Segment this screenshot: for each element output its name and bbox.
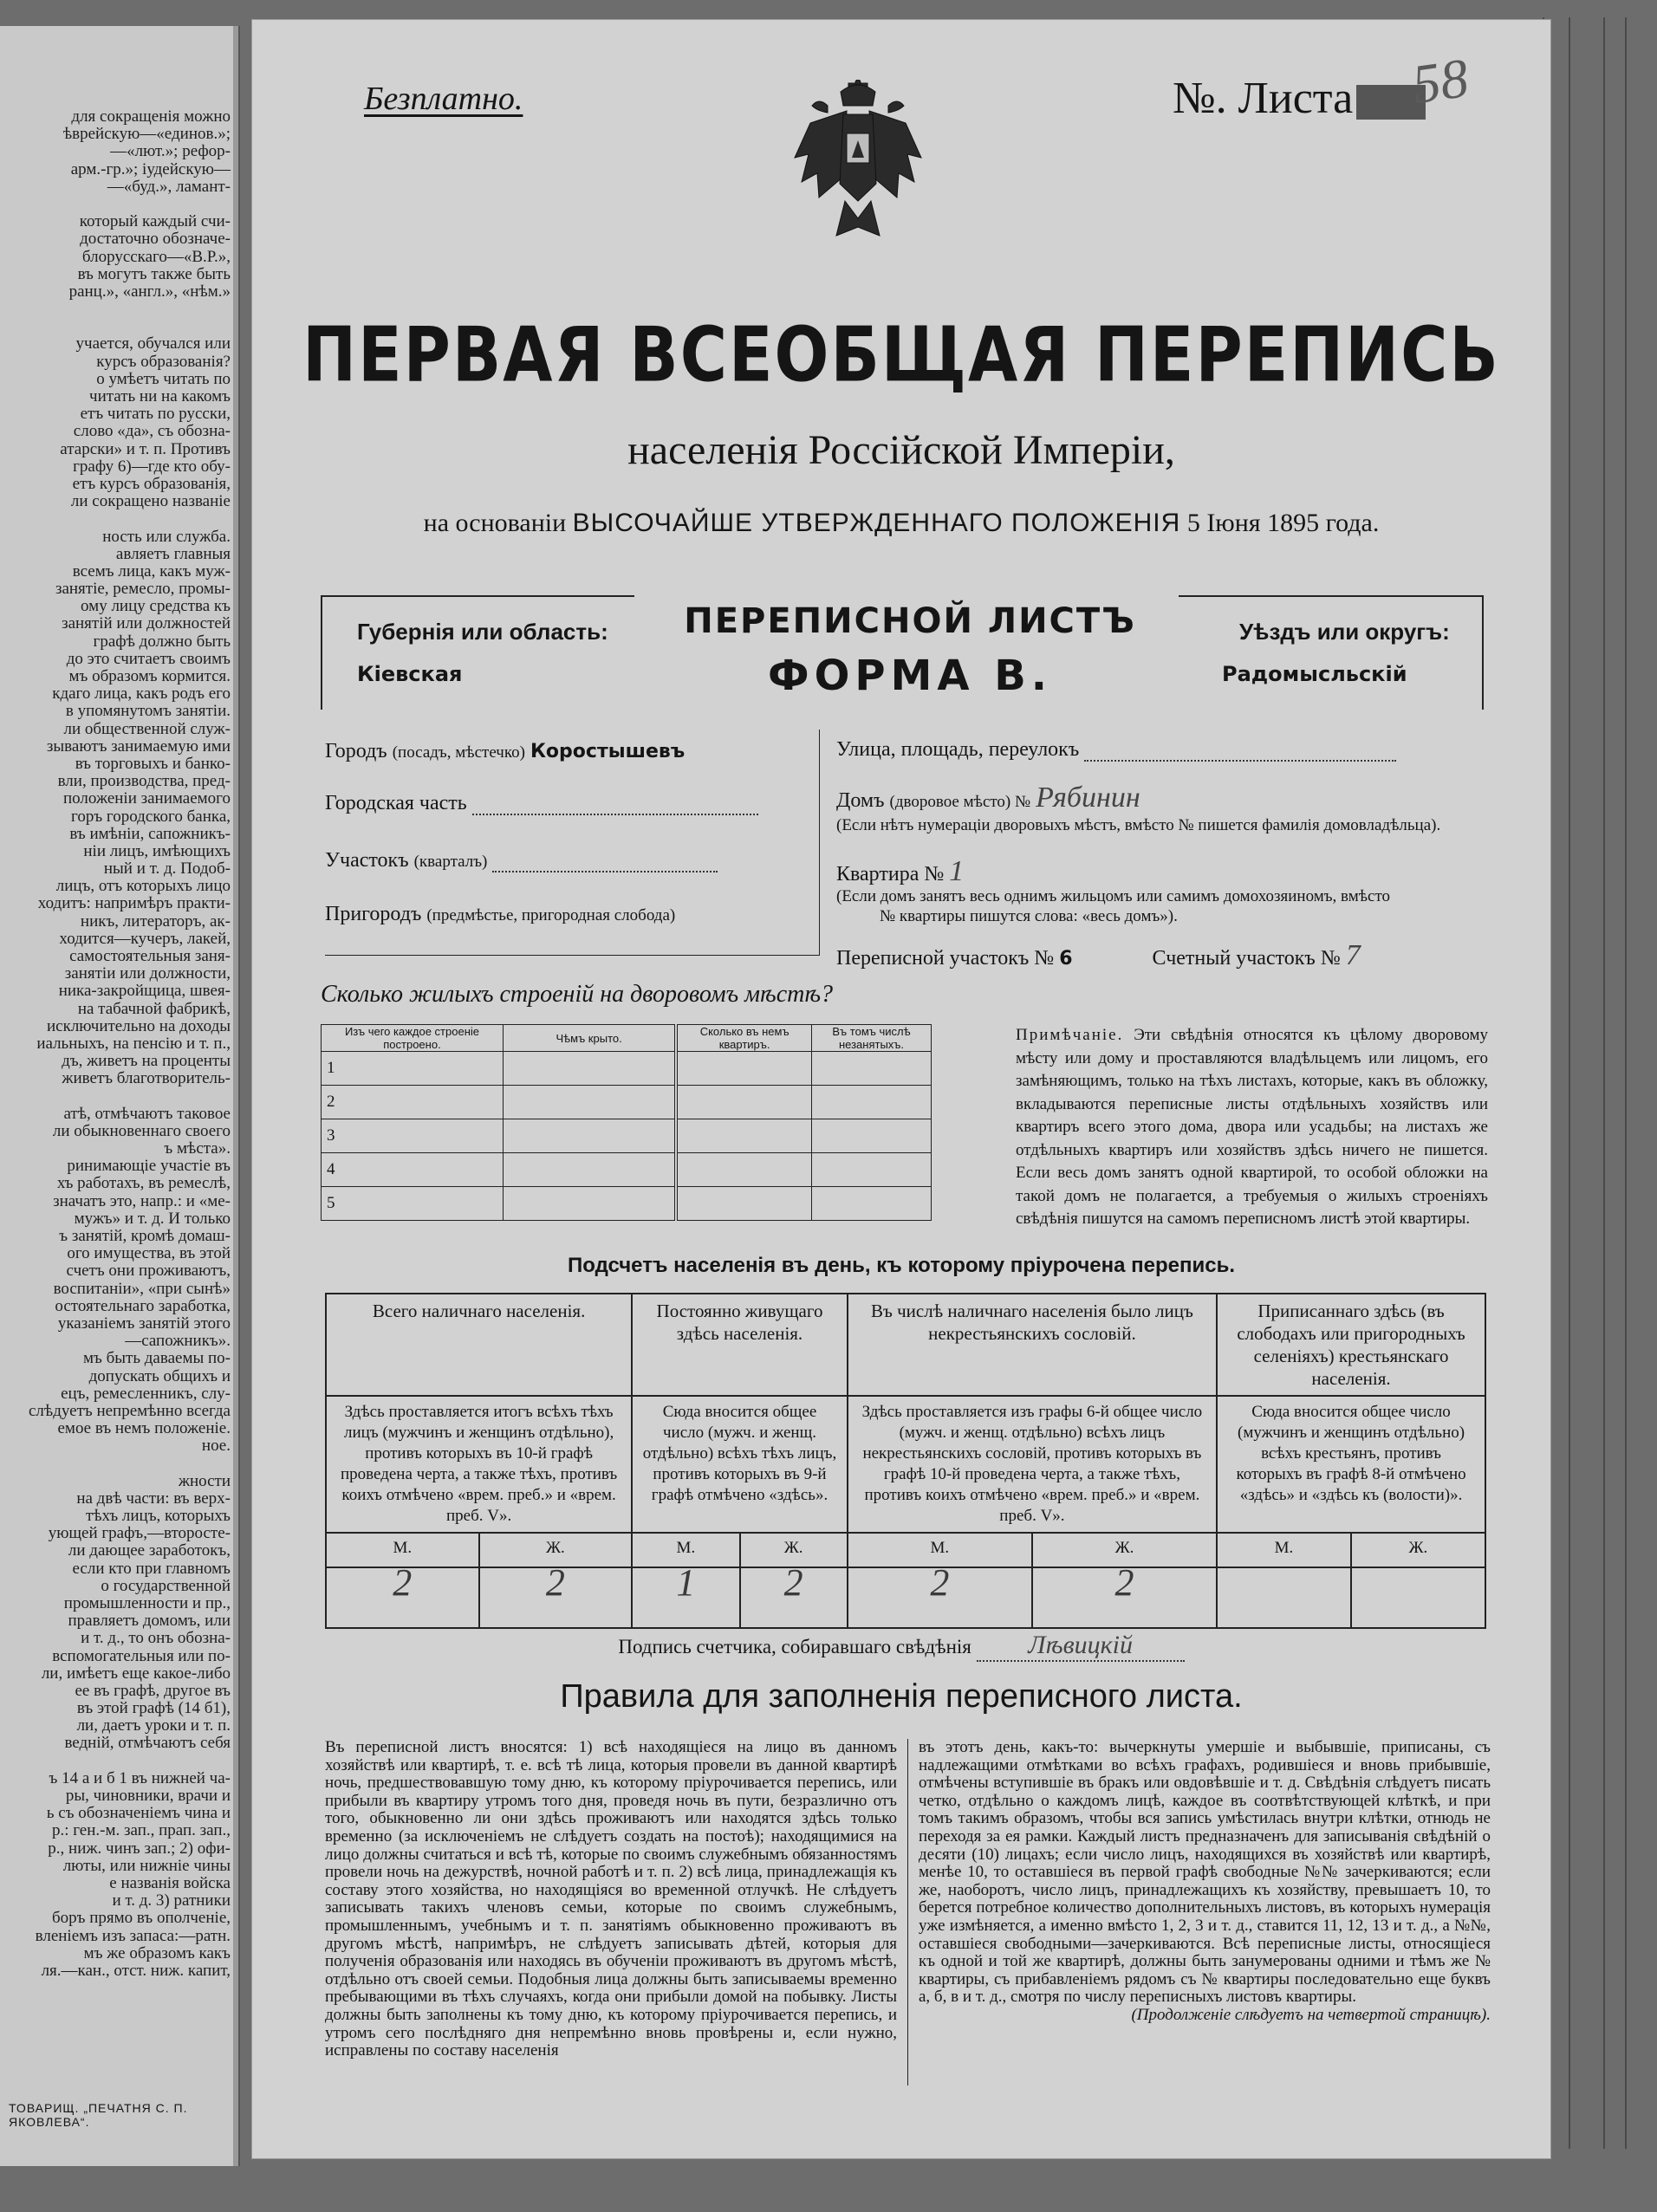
left-page-line: воспитаніи», «при сынѣ» xyxy=(53,1280,231,1298)
left-page-line: мъ быть даваемы по- xyxy=(83,1350,231,1368)
left-page-line: слово «да», съ обозна- xyxy=(73,423,231,441)
left-page-line xyxy=(0,1455,234,1472)
city-sub: (посадъ, мѣстечко) xyxy=(392,743,525,762)
count-value: 2 xyxy=(1032,1567,1217,1628)
left-page-line: который каждый счи- xyxy=(79,213,231,231)
count-district-label: Счетный участокъ № xyxy=(1152,947,1341,970)
census-district-label: Переписной участокъ № xyxy=(836,947,1055,970)
population-desc-row xyxy=(326,1396,1485,1533)
left-page-line: положеніи занимаемого xyxy=(63,790,231,808)
left-page-line: в упомянутомъ занятіи. xyxy=(65,703,231,721)
left-page-line: тѣхъ лицъ, которыхъ xyxy=(85,1508,231,1525)
left-page-line: вспомогательныя или по- xyxy=(52,1647,231,1665)
left-page-line: ведній, отмѣчаютъ себя xyxy=(64,1735,231,1753)
left-page-line: указаніемъ занятій этого xyxy=(57,1314,231,1333)
uezd-label: Уѣздъ или округъ: xyxy=(1239,619,1450,645)
house-label: Домъ xyxy=(836,789,885,812)
left-page-line: ника-закройщица, швея- xyxy=(58,983,231,1001)
left-page-line: ринимающіе участіе въ xyxy=(67,1158,231,1176)
left-page-line: ный и т. д. Подоб- xyxy=(103,860,231,879)
left-page-line: ли сокращено названіе xyxy=(70,493,231,511)
left-page-line: авляетъ главныя xyxy=(115,545,231,563)
page-edge xyxy=(1569,17,1605,2149)
basis-caps: ВЫСОЧАЙШЕ УТВЕРЖДЕННАГО ПОЛОЖЕНІЯ xyxy=(572,509,1181,537)
remark-body: Эти свѣдѣнія относятся къ цѣлому дворовому мѣсту или дому и проставляются владѣльцемъ или лицомъ, его замѣняющимъ, только на тѣхъ листахъ, которые, какъ въ обложку, вкладываются переписные листы отдѣльныхъ хозяйствъ или квартиръ всего этого дома, двора или усадьбы; на листахъ же отдѣльныхъ квартиръ или хозяйствъ здѣсь ничего не пишется. Если весь домъ занятъ одной квартирой, то особой обложки на такой домъ не полагается, а требуемыя о жилыхъ строеніяхъ свѣдѣнія пишутся на самомъ переписномъ листѣ этой квартиры. xyxy=(1016,1026,1488,1228)
table-row xyxy=(322,1119,932,1153)
left-page-line: арм.-гр.»; іудейскую— xyxy=(70,160,231,178)
document-title: ПЕРВАЯ ВСЕОБЩАЯ ПЕРЕПИСЬ xyxy=(302,311,1500,399)
basis-date: 5 Іюня 1895 года. xyxy=(1186,509,1380,537)
left-page-line: кдаго лица, какъ родъ его xyxy=(52,685,231,704)
row-number: 2 xyxy=(322,1086,504,1119)
table-cell xyxy=(676,1119,811,1153)
left-page-line: графѣ должно быть xyxy=(93,632,231,651)
street-field xyxy=(836,738,1396,762)
left-page-line: правляетъ домомъ, или xyxy=(68,1612,231,1631)
left-page-line: ли общественной служ- xyxy=(63,720,231,738)
sheet-number-label xyxy=(1173,73,1426,124)
left-page-line: всемъ лица, какъ муж- xyxy=(72,562,231,581)
table-cell xyxy=(811,1052,931,1086)
table-cell xyxy=(503,1119,676,1153)
left-page-line: на двѣ части: въ верх- xyxy=(76,1489,231,1508)
count-district-value: 7 xyxy=(1345,939,1361,971)
count-value: 2 xyxy=(848,1567,1032,1628)
rules-column-2-text: въ этотъ день, какъ-то: вычеркнуты умершіе и выбывшіе, приписаны, съ надлежащими отмѣтками во всѣхъ графахъ, родившіеся и вновь прибывшіе, отмѣчены вступившіе въ бракъ или овдовѣвшіе и т. д. Свѣдѣнія слѣдуетъ писать четко, отдѣльно о каждомъ лицѣ, каждое въ соотвѣтствующей клѣткѣ, и при томъ такимъ образомъ, чтобы вся запись умѣстилась внутри клѣтки, отнюдь не переходя за ея рамки. Каждый листъ предназначенъ для записыванія свѣдѣній о десяти (10) лицахъ; если число лицъ, находящихся въ хозяйствѣ или квартирѣ, менѣе 10, то оставшіеся въ первой графѣ свободные №№ зачеркиваются; если же, наоборотъ, число лицъ, принадлежащихъ къ хозяйству, превышаетъ 10, то берется потребное количество дополнительныхъ листовъ, въ которыхъ нумерація уже измѣняется, а именно вмѣсто 1, 2, 3 и т. д., ставится 11, 12, 13 и т. д., а №№, оставшіеся свободными—зачеркиваются. Всѣ переписные листы, относящіеся къ одной и той же квартирѣ, должны быть занумерованы одними и тѣмъ же № квартиры, съ прибавленіемъ рядомъ съ № квартиры последовательно еще буквъ а, б, в и т. д., смотря по числу переписныхъ листовъ квартиры. xyxy=(919,1738,1491,2007)
table-row xyxy=(322,1086,932,1119)
buildings-header: Чѣмъ крыто. xyxy=(503,1025,676,1052)
uezd-box xyxy=(1179,595,1484,710)
population-count-table xyxy=(325,1293,1486,1629)
left-page-line: емое въ немъ положеніе. xyxy=(57,1420,231,1438)
left-page-line: ность или служба. xyxy=(102,528,231,546)
left-page-line: е названія войска xyxy=(109,1874,231,1892)
left-page-line: ого имущества, въ этой xyxy=(67,1245,231,1263)
count-value: 2 xyxy=(479,1567,633,1628)
table-cell xyxy=(503,1052,676,1086)
form-b-heading: ФОРМА В. xyxy=(767,652,1053,700)
uezd-value: Радомысльскій xyxy=(1222,662,1407,686)
left-page-line: въ этой графѣ (14 б1), xyxy=(76,1700,231,1718)
table-cell xyxy=(811,1086,931,1119)
table-cell xyxy=(676,1153,811,1187)
female-label: Ж. xyxy=(1351,1533,1485,1567)
left-page-line: р.: ген.-м. зап., прап. зап., xyxy=(51,1822,231,1840)
female-label: Ж. xyxy=(479,1533,633,1567)
left-page-line: въ имѣніи, сапожникъ- xyxy=(69,825,231,843)
street-label: Улица, площадь, переулокъ xyxy=(836,738,1080,761)
table-cell xyxy=(811,1119,931,1153)
left-page-line: ры, чиновники, врачи и xyxy=(65,1787,231,1805)
left-page-line xyxy=(0,510,234,528)
document-subtitle: населенія Россійской Имперіи, xyxy=(627,427,1175,473)
table-cell xyxy=(676,1086,811,1119)
left-page-line xyxy=(0,196,234,213)
left-page-line: ующей графъ,—второсте- xyxy=(48,1525,231,1543)
table-row xyxy=(322,1153,932,1187)
left-page-line: р., ниж. чинъ зап.; 2) офи- xyxy=(48,1839,231,1858)
buildings-table xyxy=(321,1024,932,1221)
house-field xyxy=(836,782,1140,814)
table-cell xyxy=(503,1086,676,1119)
table-cell xyxy=(811,1153,931,1187)
left-page-line: вли, производства, пред- xyxy=(57,773,231,791)
census-district-value: 6 xyxy=(1059,948,1073,970)
page-edge xyxy=(1603,17,1627,2149)
city-part-field xyxy=(325,792,758,815)
left-page-line: учается, обучался или xyxy=(75,335,231,354)
left-page-line: ь съ обозначеніемъ чина и xyxy=(46,1805,231,1823)
left-page-line: самостоятельныя заня- xyxy=(69,948,231,965)
left-page-line: ъ 14 а и б 1 въ нижней ча- xyxy=(49,1769,231,1787)
rules-title: Правила для заполненія переписного листа. xyxy=(560,1678,1243,1715)
rules-column-1: Въ переписной листъ вносятся: 1) всѣ находящіеся на лицо въ данномъ хозяйствѣ или квартирѣ, т. е. всѣ тѣ лица, которыя провели въ данной квартирѣ ночь, предшествовавшую тому дню, къ которому пріурочивается перепись, или прибыли въ квартиру утромъ того дня, проведя ночь въ пути, безразлично отъ того, обыкновенно ли они здѣсь проживаютъ или находятся здѣсь только временно (за исключеніемъ не слѣдуетъ создать на постоѣ); находящимися на лицо должны считаться и всѣ тѣ, которые по своимъ служебнымъ обязанностямъ провели ночь на дежурствѣ, ночной работѣ и т. п. 2) всѣ лица, принадлежащія къ составу этого хозяйства, но находящіяся во временной отлучкѣ. Не слѣдуетъ записывать такихъ членовъ семьи, которые по своимъ служебнымъ, промышленнымъ, учебнымъ и т. п. занятіямъ обыкновенно проживаютъ въ другомъ мѣстѣ, напримѣръ, не слѣдуетъ записывать дѣтей, которыя для полученія образованія или находясь въ обученіи проживаютъ въ другомъ мѣстѣ, отдѣльно отъ своей семьи. Подобныя лица должны быть записываемы временно пребывающими въ тѣхъ случаяхъ, когда они прибыли домой на побывку. Листы должны быть заполнены къ тому дню, къ которому пріурочивается перепись, и утромъ сего послѣдняго дня непремѣнно вновь провѣрены и, если нужно, исправлены по составу населенія xyxy=(325,1738,897,2060)
left-page-line xyxy=(0,1753,234,1770)
gubernia-box xyxy=(321,595,634,710)
left-page-line: ъ занятій, кромѣ домаш- xyxy=(59,1228,231,1245)
left-page-line: слѣдуетъ непремѣнно всегда xyxy=(29,1402,231,1420)
legal-basis xyxy=(251,509,1551,538)
left-page-line: —«буд.», ламант- xyxy=(107,178,231,196)
population-header-row xyxy=(326,1294,1485,1396)
left-page-line: значатъ это, напр.: и «ме- xyxy=(53,1192,231,1210)
apartment-value: 1 xyxy=(949,855,965,887)
left-page-line: въ могутъ также быть xyxy=(77,265,231,283)
left-page-line: ому лицу средства къ xyxy=(81,598,231,616)
left-page-line: допускать общихъ и xyxy=(88,1367,231,1385)
free-label: Безплатно. xyxy=(364,81,523,117)
left-page-line: люты, или нижніе чины xyxy=(62,1857,231,1875)
left-page-line: боръ прямо въ ополченіе, xyxy=(51,1910,231,1928)
dotted-line xyxy=(1084,743,1396,762)
left-page-line: ъ мѣста». xyxy=(164,1140,231,1158)
left-page-line: —сапожникъ». xyxy=(125,1333,231,1351)
dotted-line xyxy=(472,796,758,815)
left-page-line: исключительно на доходы xyxy=(46,1017,231,1035)
left-page-line: мъ же образомъ какъ xyxy=(83,1944,231,1962)
left-page-line: вленіемъ изъ запаса:—ратн. xyxy=(35,1927,231,1945)
left-page-line: ли дающее заработокъ, xyxy=(68,1542,231,1560)
left-page-line: хъ работахъ, въ ремеслѣ, xyxy=(56,1175,231,1193)
left-page-fragment xyxy=(0,26,240,2166)
left-page-line: на табачной фабрикѣ, xyxy=(77,1000,231,1018)
left-page-line: ецъ, ремесленникъ, слу- xyxy=(61,1385,231,1403)
population-header: Постоянно живущаго здѣсь населенія. xyxy=(632,1294,848,1396)
table-cell xyxy=(676,1052,811,1086)
signature-value: Лѣвицкій xyxy=(977,1631,1185,1662)
table-row xyxy=(322,1187,932,1221)
table-row xyxy=(322,1052,932,1086)
left-page-line: ніи лицъ, имѣющихъ xyxy=(83,842,231,860)
left-page-line: счетъ они проживаютъ, xyxy=(66,1262,231,1281)
left-page-line: читать ни на какомъ xyxy=(89,388,231,405)
gubernia-label: Губернія или область: xyxy=(357,619,608,645)
row-number: 4 xyxy=(322,1153,504,1187)
left-page-line: и т. д. 3) ратники xyxy=(112,1892,231,1910)
population-desc: Здѣсь проставляется изъ графы 6-й общее число (мужч. и женщ. отдѣльно) всѣхъ лицъ некрестьянскихъ сословій, противъ которыхъ въ графѣ 10-й проведена черта, а также тѣхъ, противъ коихъ отмѣчено «врем. преб.» и «врем. преб. V». xyxy=(848,1396,1217,1533)
house-note: (Если нѣтъ нумераціи дворовыхъ мѣстъ, вмѣсто № пишется фамилія домовладѣльца). xyxy=(836,816,1441,834)
census-sheet-page xyxy=(251,19,1551,2159)
sex-header-row xyxy=(326,1533,1485,1567)
left-page-line: мужъ» и т. д. И только xyxy=(74,1210,231,1228)
left-page-line: атарски» и т. п. Противъ xyxy=(60,440,231,458)
left-page-line: зываютъ занимаемую ими xyxy=(46,737,231,756)
row-number: 1 xyxy=(322,1052,504,1086)
rules-column-2 xyxy=(919,1739,1491,2025)
female-label: Ж. xyxy=(1032,1533,1217,1567)
table-cell xyxy=(503,1187,676,1221)
female-label: Ж. xyxy=(740,1533,848,1567)
districts-field xyxy=(836,939,1361,972)
dotted-line xyxy=(492,853,718,872)
population-count-title: Подсчетъ населенія въ день, къ которому пріурочена перепись. xyxy=(568,1254,1235,1277)
left-page-line xyxy=(0,1088,234,1106)
left-page-line: —«лют.»; рефор- xyxy=(110,143,231,161)
district-sub: (кварталъ) xyxy=(413,853,488,871)
left-page-line xyxy=(0,318,234,335)
gubernia-value: Кіевская xyxy=(357,662,463,686)
address-left-block xyxy=(325,730,820,956)
address-right-block xyxy=(802,730,1512,972)
male-label: М. xyxy=(848,1533,1032,1567)
count-value: 2 xyxy=(740,1567,848,1628)
district-field xyxy=(325,849,718,872)
left-page-line: курсъ образованія? xyxy=(96,353,231,371)
left-page-line: о государственной xyxy=(101,1577,231,1595)
buildings-header: Сколько въ немъ квартиръ. xyxy=(676,1025,811,1052)
population-header: Приписаннаго здѣсь (въ слободахъ или пригородныхъ селеніяхъ) крестьянскаго населенія. xyxy=(1217,1294,1485,1396)
male-label: М. xyxy=(1217,1533,1351,1567)
left-page-line: достаточно обозначе- xyxy=(80,230,231,249)
continued-note: (Продолженіе слѣдуетъ на четвертой страницѣ). xyxy=(1131,2005,1491,2024)
left-page-line: если кто при главномъ xyxy=(72,1560,231,1578)
remark-note xyxy=(1016,1024,1488,1231)
count-value: 1 xyxy=(632,1567,739,1628)
left-page-line: жности xyxy=(178,1472,231,1490)
signature-label: Подпись счетчика, собиравшаго свѣдѣнія xyxy=(618,1636,971,1657)
left-page-text xyxy=(0,108,234,1980)
left-page-line: и т. д., то онъ обозна- xyxy=(81,1630,231,1648)
house-value: Рябинин xyxy=(1036,782,1140,814)
apartment-note-1: (Если домъ занятъ весь однимъ жильцомъ или самимъ домохозяиномъ, вмѣсто xyxy=(836,887,1391,905)
suburb-sub: (предмѣстье, пригородная слобода) xyxy=(426,906,676,924)
left-page-line: етъ курсъ образованія, xyxy=(72,475,231,493)
row-number: 5 xyxy=(322,1187,504,1221)
population-desc: Сюда вносится общее число (мужч. и женщ. отдѣльно) всѣхъ тѣхъ лицъ, противъ которыхъ въ 9-й графѣ отмѣчено «здѣсь». xyxy=(632,1396,848,1533)
city-part-label: Городская часть xyxy=(325,792,467,814)
row-number: 3 xyxy=(322,1119,504,1153)
left-page-line: мъ образомъ кормится. xyxy=(68,668,231,685)
enumerator-signature xyxy=(251,1631,1551,1662)
male-label: М. xyxy=(326,1533,479,1567)
left-page-line: промышленности и пр., xyxy=(63,1594,231,1612)
table-cell xyxy=(503,1153,676,1187)
left-page-line: ли обыкновеннаго своего xyxy=(52,1122,231,1140)
printer-imprint: ТОВАРИЩ. „ПЕЧАТНЯ С. П. ЯКОВЛЕВА“. xyxy=(9,2101,188,2129)
count-value xyxy=(1351,1567,1485,1628)
left-page-line: для сокращенія можно xyxy=(71,108,231,126)
table-cell xyxy=(811,1187,931,1221)
left-page-line: ходится—кучеръ, лакей, xyxy=(59,930,231,948)
buildings-question: Сколько жилыхъ строеній на дворовомъ мѣстѣ? xyxy=(321,981,834,1008)
left-page-line: блорусскаго—«В.Р.», xyxy=(81,248,231,266)
imperial-eagle-icon xyxy=(793,80,923,244)
remark-lead: Примѣчаніе. xyxy=(1016,1026,1124,1044)
left-page-line: ее въ графѣ, другое въ xyxy=(75,1682,231,1700)
suburb-field xyxy=(325,903,675,926)
count-value: 2 xyxy=(326,1567,479,1628)
buildings-header: Въ томъ числѣ незанятыхъ. xyxy=(811,1025,931,1052)
city-field xyxy=(325,740,685,763)
male-label: М. xyxy=(632,1533,739,1567)
left-page-line: живетъ благотворитель- xyxy=(62,1070,231,1088)
left-page-line: етъ читать по русски, xyxy=(80,405,231,424)
buildings-header: Изъ чего каждое строеніе построено. xyxy=(322,1025,504,1052)
left-page-line: о умѣетъ читать по xyxy=(96,370,231,388)
census-sheet-heading: ПЕРЕПИСНОЙ ЛИСТЪ xyxy=(684,601,1136,641)
left-page-line: ранц.», «англ.», «нѣм.» xyxy=(68,282,231,301)
left-page-line: занятіе, ремесло, промы- xyxy=(55,581,231,599)
left-page-line xyxy=(0,301,234,318)
sheet-number-caption: №. Листа xyxy=(1173,74,1354,123)
left-page-line: остоятельнаго заработка, xyxy=(55,1297,231,1315)
table-cell xyxy=(676,1187,811,1221)
left-page-line: атѣ, отмѣчаютъ таковое xyxy=(63,1105,231,1123)
left-page-line: до это считаетъ своимъ xyxy=(66,650,231,668)
left-page-line: горъ городского банка, xyxy=(71,808,231,826)
left-page-line: никъ, литераторъ, ак- xyxy=(80,912,231,931)
city-value: Коростышевъ xyxy=(530,741,686,762)
column-divider xyxy=(907,1739,908,2086)
population-header: Въ числѣ наличнаго населенія было лицъ некрестьянскихъ сословій. xyxy=(848,1294,1217,1396)
city-label: Городъ xyxy=(325,740,387,762)
left-page-line: дъ, живетъ на проценты xyxy=(62,1053,231,1071)
apartment-note-2: № квартиры пишутся слова: «весь домъ»). xyxy=(880,907,1178,925)
left-page-line: иальныхъ, на пенсію и т. п., xyxy=(36,1035,231,1053)
left-page-line: ли, имѣетъ еще какое-либо xyxy=(41,1664,231,1683)
suburb-label: Пригородъ xyxy=(325,903,422,925)
population-values-row xyxy=(326,1567,1485,1628)
left-page-line: занятій или должностей xyxy=(62,615,231,633)
left-page-line: ходитъ: напримѣръ практи- xyxy=(37,895,231,913)
left-page-line: ное. xyxy=(201,1437,231,1456)
left-page-line: ли, даетъ уроки и т. п. xyxy=(76,1717,231,1735)
buildings-header-row xyxy=(322,1025,932,1052)
left-page-line: ѣврейскую—«единов.»; xyxy=(62,126,231,144)
house-sub: (дворовое мѣсто) № xyxy=(889,793,1031,811)
district-label: Участокъ xyxy=(325,849,409,872)
apartment-label: Квартира № xyxy=(836,863,945,885)
handwritten-page-number: 58 xyxy=(1408,46,1472,116)
left-page-line: въ торговыхъ и банко- xyxy=(75,755,231,773)
basis-prefix: на основаніи xyxy=(423,509,567,537)
left-page-line: занятіи или должности, xyxy=(64,965,231,983)
population-desc: Сюда вносится общее число (мужчинъ и женщинъ отдѣльно) всѣхъ крестьянъ, противъ которыхъ въ графѣ 8-й отмѣчено «здѣсь» и «здѣсь къ (волости)». xyxy=(1217,1396,1485,1533)
left-page-line: графу 6)—где кто обу- xyxy=(73,457,231,476)
population-desc: Здѣсь проставляется итогъ всѣхъ тѣхъ лицъ (мужчинъ и женщинъ отдѣльно), противъ которыхъ въ 10-й графѣ проведена черта, а также тѣхъ, противъ коихъ отмѣчено «врем. преб.» и «врем. преб. V». xyxy=(326,1396,632,1533)
left-page-line: лицъ, отъ которыхъ лицо xyxy=(55,878,231,896)
count-value xyxy=(1217,1567,1351,1628)
apartment-field xyxy=(836,855,964,888)
left-page-line: ля.—кан., отст. ниж. капит, xyxy=(41,1962,231,1980)
population-header: Всего наличнаго населенія. xyxy=(326,1294,632,1396)
